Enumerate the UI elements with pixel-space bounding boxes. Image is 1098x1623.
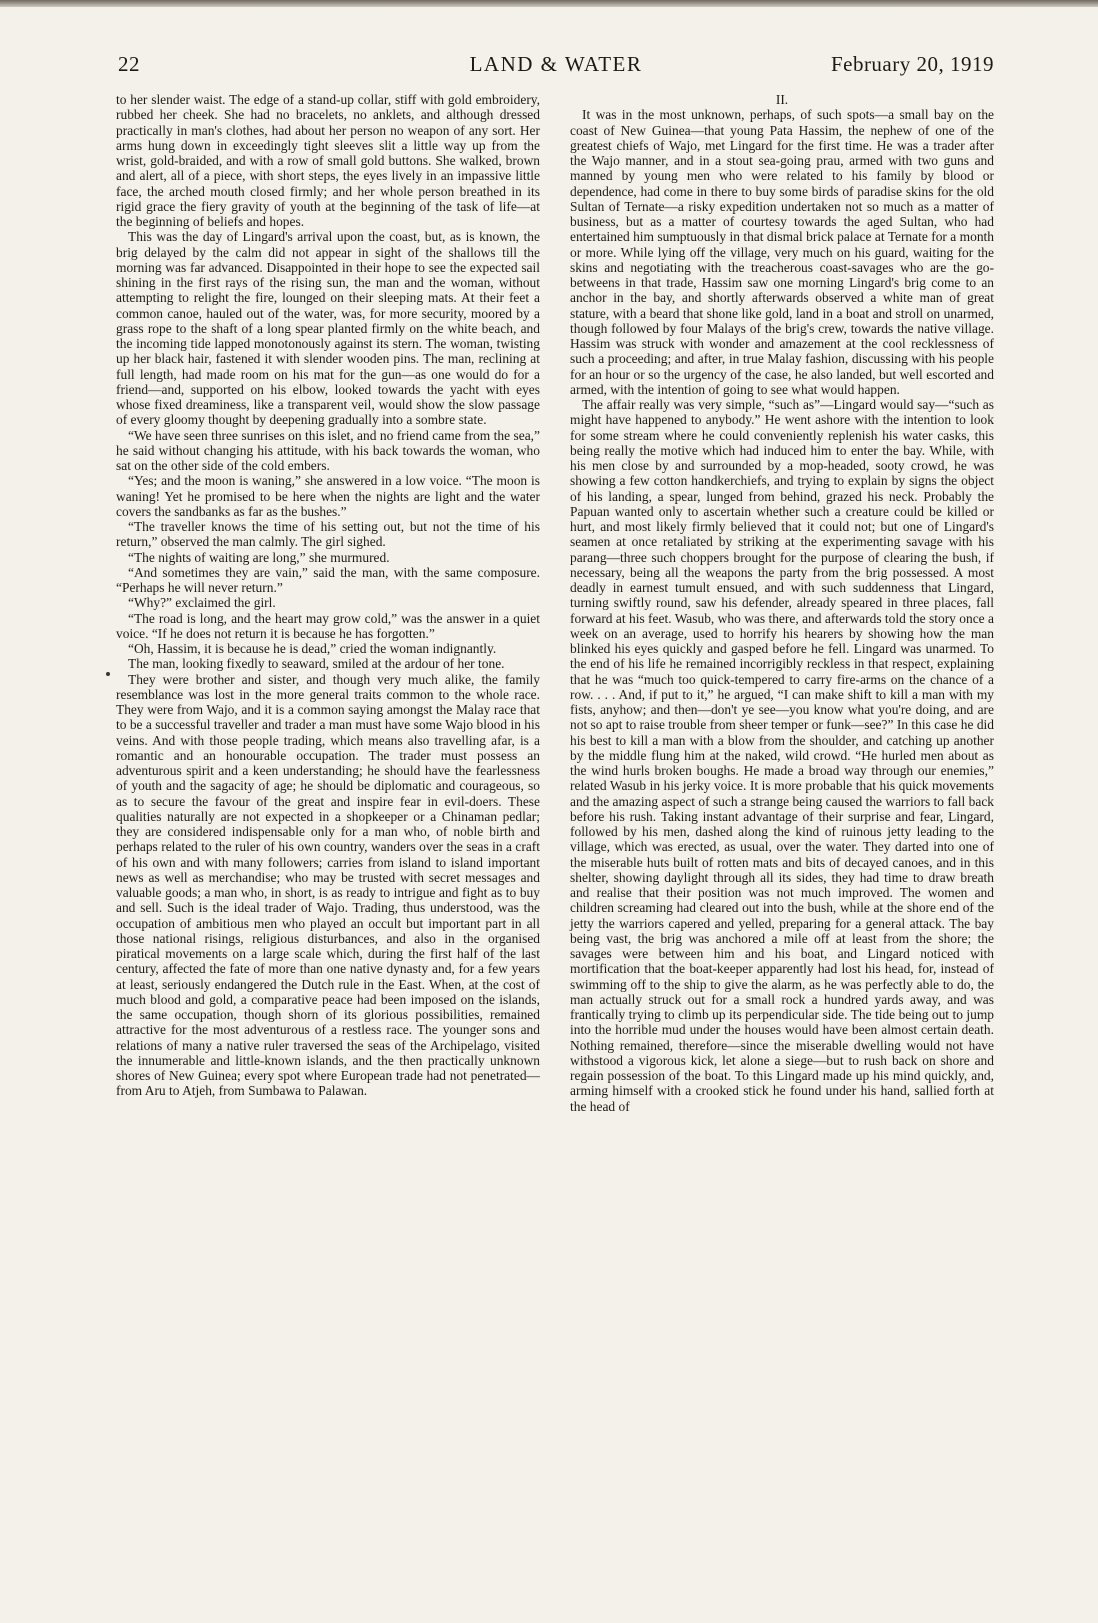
paragraph: “The nights of waiting are long,” she murmured. bbox=[128, 549, 390, 565]
margin-mark bbox=[106, 672, 110, 676]
paragraph: “Yes; and the moon is waning,” she answered in a low voice. “The moon is waning! Yet he promised to be here when the nights are light and the water covers the sandbanks as far as the bushes.” bbox=[116, 473, 540, 519]
paragraph: They were brother and sister, and though very much alike, the family resemblance was lost in the more general traits common to the whole race. They were from Wajo, and it is a common saying amongst the Malay race that to be a successful traveller and trader a man must have some Wajo blood in his veins. And with those people trading, which means also travelling afar, is a romantic and an honourable occupation. The trader must possess an adventurous spirit and a keen understanding; he should have the fearlessness of youth and the sagacity of age; he should be diplomatic and courageous, so as to secure the favour of the great and inspire fear in evil-doers. These qualities naturally are not expected in a shopkeeper or a Chinaman pedlar; they are considered indispensable only for a man who, of noble birth and perhaps related to the ruler of his own country, wanders over the seas in a craft of his own and with many followers; carries from island to island important news as well as merchandise; who may be trusted with secret messages and valuable goods; a man who, in short, is as ready to intrigue and fight as to buy and sell. Such is the ideal trader of Wajo. Trading, thus understood, was the occupation of ambitious men who played an occult but important part in all those national risings, religious disturbances, and also in the organised piratical movements on a large scale which, during the first half of the last century, affected the fate of more than one native dynasty and, for a few years at least, seriously endangered the Dutch rule in the East. When, at the cost of much blood and gold, a comparative peace had been imposed on the islands, the same occupation, though shorn of its glorious possibilities, remained attractive for the most adventurous of a restless race. The younger sons and relations of many a native ruler traversed the seas of the Archipelago, visited the innumerable and little-known islands, and the then practically unknown shores of New Guinea; every spot where European trade had not penetrated—from Aru to Atjeh, from Sumbawa to Palawan. bbox=[116, 671, 540, 1099]
paragraph: “And sometimes they are vain,” said the man, with the same composure. “Perhaps he will never return.” bbox=[116, 564, 540, 595]
paragraph: “We have seen three sunrises on this islet, and no friend came from the sea,” he said without changing his attitude, with his back towards the woman, who sat on the other side of the cold embers. bbox=[116, 427, 540, 473]
paragraph: It was in the most unknown, perhaps, of such spots—a small bay on the coast of New Guinea—that young Pata Hassim, the nephew of one of the greatest chiefs of Wajo, met Lingard for the first time. He was a trader after the Wajo manner, and in a stout sea-going prau, armed with two guns and manned by young men who were related to his family by blood or dependence, had come in there to buy some birds of paradise skins for the old Sultan of Ternate—a risky expedition undertaken not so much as a matter of business, but as a matter of courtesy towards the aged Sultan, who had entertained him sumptuously in that dismal brick palace at Ternate for a month or more. While lying off the village, very much on his guard, waiting for the skins and negotiating with the treacherous coast-savages who are the go-betweens in that trade, Hassim saw one morning Lingard's brig come to an anchor in the bay, and shortly afterwards observed a white man of great stature, with a beard that shone like gold, land in a boat and stroll on unarmed, though followed by four Malays of the brig's crew, towards the native village. Hassim was struck with wonder and amazement at the cool recklessness of such a proceeding; and after, in true Malay fashion, discussing with his people for an hour or so the urgency of the case, he also landed, but well escorted and armed, with the intention of going to see what would happen. bbox=[570, 107, 994, 397]
paragraph: The affair really was very simple, “such as”—Lingard would say—“such as might have happened to anybody.” He went ashore with the intention to look for some stream where he could conveniently replenish his water casks, this being really the motive which had induced him to enter the bay. While, with his men close by and surrounded by a mop-headed, sooty crowd, he was showing a few cotton handkerchiefs, and trying to explain by signs the object of his landing, a spear, lunged from behind, grazed his neck. Probably the Papuan wanted only to ascertain whether such a creature could be killed or hurt, and most likely firmly believed that it could not; but one of Lingard's seamen at once retaliated by striking at the experimenting savage with his parang—three such choppers brought for the purpose of clearing the bush, if necessary, being all the weapons the party from the brig possessed. A most deadly in earnest tumult ensued, and with such suddenness that Lingard, turning swiftly round, saw his defender, already speared in three places, fall forward at his feet. Wasub, who was there, and afterwards told the story once a week on an average, used to horrify his hearers by showing how the man blinked his eyes quickly and gasped before he fell. Lingard was unarmed. To the end of his life he remained incorrigibly reckless in that respect, explaining that he was “much too quick-tempered to carry fire-arms on the chance of a row. . . . And, if put to it,” he argued, “I can make shift to kill a man with my fists, anyhow; and then—don't ye see—you know what you're doing, and are not so apt to raise trouble from sheer temper or funk—see?” In this case he did his best to kill a man with a blow from the shoulder, and catching up another by the middle flung him at the naked, wild crowd. “He hurled men about as the wind hurls broken boughs. He made a broad way through our enemies,” related Wasub in his jerky voice. It is more probable that his quick movements and the amazing aspect of such a strange being caused the warriors to fall back before his rush. Taking instant advantage of their surprise and fear, Lingard, followed by his men, dashed along the kind of ruinous jetty leading to the village, which was erected, as usual, over the water. They darted into one of the miserable huts built of rotten mats and bits of decayed canoes, and in this shelter, showing daylight through all its sides, they had time to draw breath and realise that their position was not much improved. The women and children screaming had cleared out into the bush, while at the shore end of the jetty the warriors capered and yelled, preparing for a general attack. The bay being vast, the brig was anchored a mile off at least from the shore; the savages were between him and his boat, and Lingard noticed with mortification that the boat-keeper apparently had lost his head, for, instead of swimming off to the ship to give the alarm, as he was perfectly able to do, the man actually struck out for a small rock a hundred yards away, and was frantically trying to climb up its perpendicular side. The tide being out to jump into the horrible mud under the houses would have been almost certain death. Nothing remained, therefore—since the miserable dwelling would not have withstood a vigorous kick, let alone a siege—but to rush back on shore and regain possession of the boat. To this Lingard made up his mind quickly, and, arming himself with a crooked stick he found under his hand, sallied forth at the head of bbox=[570, 397, 994, 1114]
paragraph: “Why?” exclaimed the girl. bbox=[128, 595, 276, 611]
publication-title: LAND & WATER bbox=[469, 52, 643, 76]
section-number: II. bbox=[775, 92, 789, 107]
paragraph: to her slender waist. The edge of a stand-up collar, stiff with gold embroidery, rubbed her cheek. She had no bracelets, no anklets, and although dressed practically in man's clothes, had about her person no weapon of any sort. Her arms hung down in exceedingly tight sleeves slit a little way up from the wrist, gold-braided, and with a row of small gold buttons. She walked, brown and alert, all of a piece, with short steps, the eyes lively in an impassive little face, the arched mouth closed firmly; and her whole person breathed in its rigid grace the fiery gravity of youth at the beginning of the task of life—at the beginning of beliefs and hopes. bbox=[116, 92, 540, 229]
paragraph: “The traveller knows the time of his setting out, but not the time of his return,” observed the man calmly. The girl sighed. bbox=[116, 519, 540, 550]
paragraph: The man, looking fixedly to seaward, smiled at the ardour of her tone. bbox=[128, 656, 505, 672]
paragraph: This was the day of Lingard's arrival upon the coast, but, as is known, the brig delayed by the calm did not appear in sight of the shallows till the morning was far advanced. Disappointed in their hope to see the expected sail shining in the first rays of the rising sun, the man and the woman, without attempting to relight the fire, lounged on their sleeping mats. At their feet a common canoe, hauled out of the water, was, for more security, moored by a grass rope to the shaft of a long spear planted firmly on the white beach, and the incoming tide lapped monotonously against its stern. The woman, twisting up her black hair, fastened it with slender wooden pins. The man, reclining at full length, had made room on his mat for the gun—as one would do for a friend—and, supported on his elbow, looked towards the yacht with eyes whose fixed dreaminess, like a transparent veil, would show the slow passage of every gloomy thought by deepening gradually into a sombre state. bbox=[116, 229, 540, 428]
running-header bbox=[118, 52, 994, 82]
left-column bbox=[116, 92, 540, 1099]
page-number: 22 bbox=[118, 52, 140, 76]
paragraph: “The road is long, and the heart may grow cold,” was the answer in a quiet voice. “If he does not return it is because he has forgotten.” bbox=[116, 610, 540, 641]
paragraph: “Oh, Hassim, it is because he is dead,” cried the woman indignantly. bbox=[128, 641, 497, 656]
right-column bbox=[570, 92, 994, 1114]
issue-date: February 20, 1919 bbox=[830, 52, 994, 76]
top-border bbox=[0, 0, 1098, 7]
